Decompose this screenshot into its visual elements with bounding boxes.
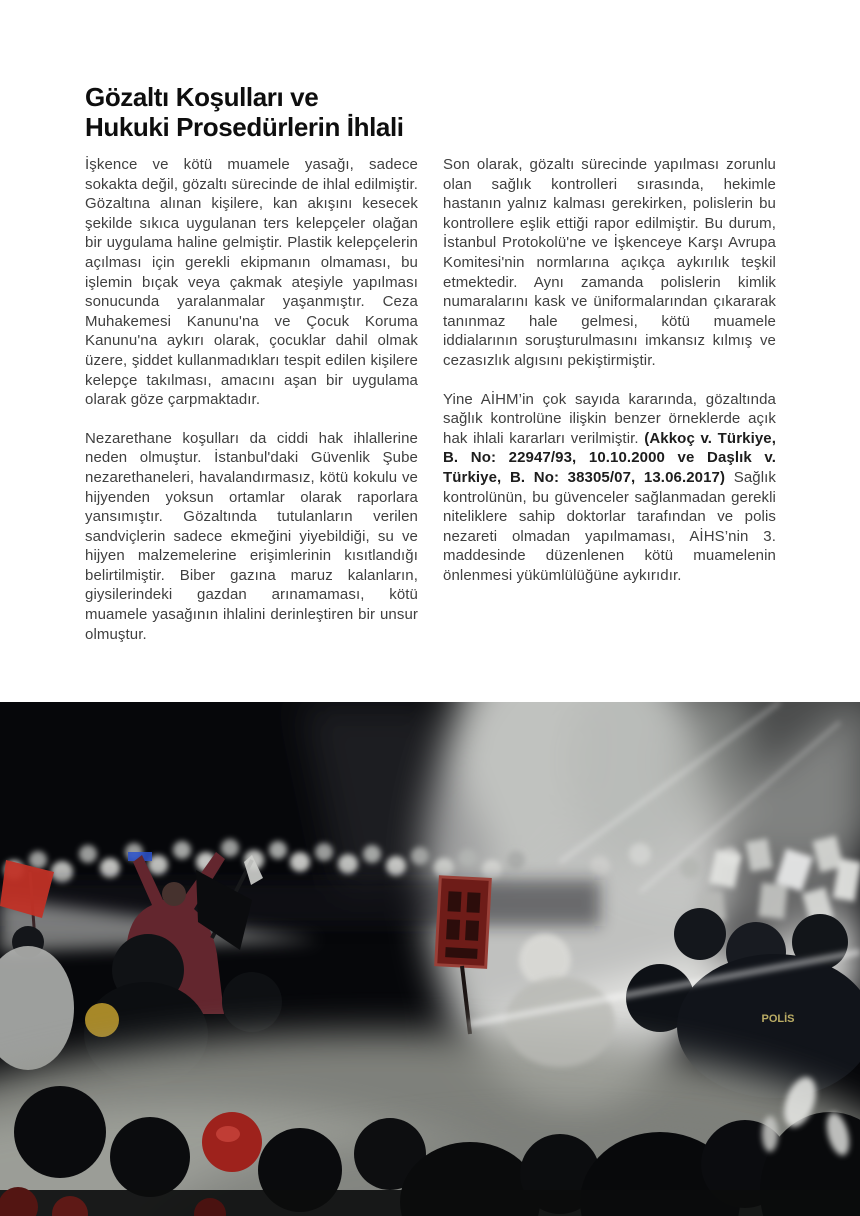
page-title bbox=[85, 82, 404, 142]
left-column bbox=[85, 155, 418, 663]
citation-lead-text: Yine AİHM’in çok sayıda kararında, gözaltında sağlık kontrolüne ilişkin benzer örneklerde açık hak ihlali kararları verilmiştir. bbox=[443, 390, 776, 447]
title-line-2: Hukuki Prosedürlerin İhlali bbox=[85, 112, 404, 142]
protest-photo bbox=[0, 702, 860, 1216]
police-jacket-label: POLİS bbox=[761, 1013, 795, 1025]
right-paragraph-1: Son olarak, gözaltı sürecinde yapılması zorunlu olan sağlık kontrolleri sırasında, hekimle hastanın yalnız kalması gerekirken, polislerin bu kontrollere eşlik ettiği rapor edilmiştir. Bu durum, İstanbul Protokolü'ne ve İşkenceye Karşı Avrupa Komitesi'nin normlarına açıkça aykırılık teşkil etmektedir. Aynı zamanda polislerin kimlik numaralarını kask ve üniformalarından çıkararak tanınmaz hale gelmesi, kötü muamele iddialarının soruşturulmasını imkansız kılmış ve cezasızlık algısını pekiştirmiştir. bbox=[443, 156, 776, 369]
left-paragraph-1: İşkence ve kötü muamele yasağı, sadece sokakta değil, gözaltı sürecinde de ihlal edilmiştir. Gözaltına alınan kişilere, kan akışını kesecek şekilde sıkıca uygulanan ters kelepçeler olağan bir uygulama haline gelmiştir. Plastik kelepçelerin açılması için gerekli ekipmanın olmaması, bu işlemin bıçak veya çakmak ateşiyle yapılması sonucunda yaralanmalar yaşanmıştır. Ceza Muhakemesi Kanunu'na ve Çocuk Koruma Kanunu'na aykırı olarak, çocuklar dahil olmak üzere, şiddet kullanmadıkları tespit edilen kişilere kelepçe takılması, amacını aşan bir uygulama olarak göze çarpmaktadır. bbox=[85, 156, 418, 409]
left-paragraph-2: Nezarethane koşulları da ciddi hak ihlallerine neden olmuştur. İstanbul'daki Güvenlik Şube nezarethaneleri, havalandırmasız, kötü kokulu ve hijyenden yoksun ortamlar olarak raporlara yansımıştır. Gözaltında tutulanların verilen sandviçlerin sadece ekmeğini yiyebildiği, su ve hijyen malzemelerine erişimlerinin kısıtlandığı belirtilmiştir. Biber gazına maruz kalanların, giysilerindeki gazdan arınamaması, kötü muamele yasağının ihlalini derinleştiren bir unsur olmuştur. bbox=[85, 429, 418, 643]
right-paragraph-2 bbox=[443, 390, 776, 586]
case-citation: (Akkoç v. Türkiye, B. No: 22947/93, 10.10.2000 ve Daşlık v. Türkiye, B. No: 38305/07, 13.06.2017) bbox=[443, 429, 776, 486]
title-line-1: Gözaltı Koşulları ve bbox=[85, 82, 319, 112]
right-column bbox=[443, 155, 776, 663]
citation-trail-text: Sağlık kontrolünün, bu güvenceler sağlanmadan gerekli niteliklere sahip doktorlar tarafından ve polis nezareti olmadan yapılmaması, AİHS’nin 3. maddesinde düzenlenen kötü muamelenin önlenmesi yükümlülüğüne aykırıdır. bbox=[443, 468, 777, 584]
protest-photo-graphic bbox=[0, 702, 860, 1216]
body-columns bbox=[85, 155, 776, 663]
